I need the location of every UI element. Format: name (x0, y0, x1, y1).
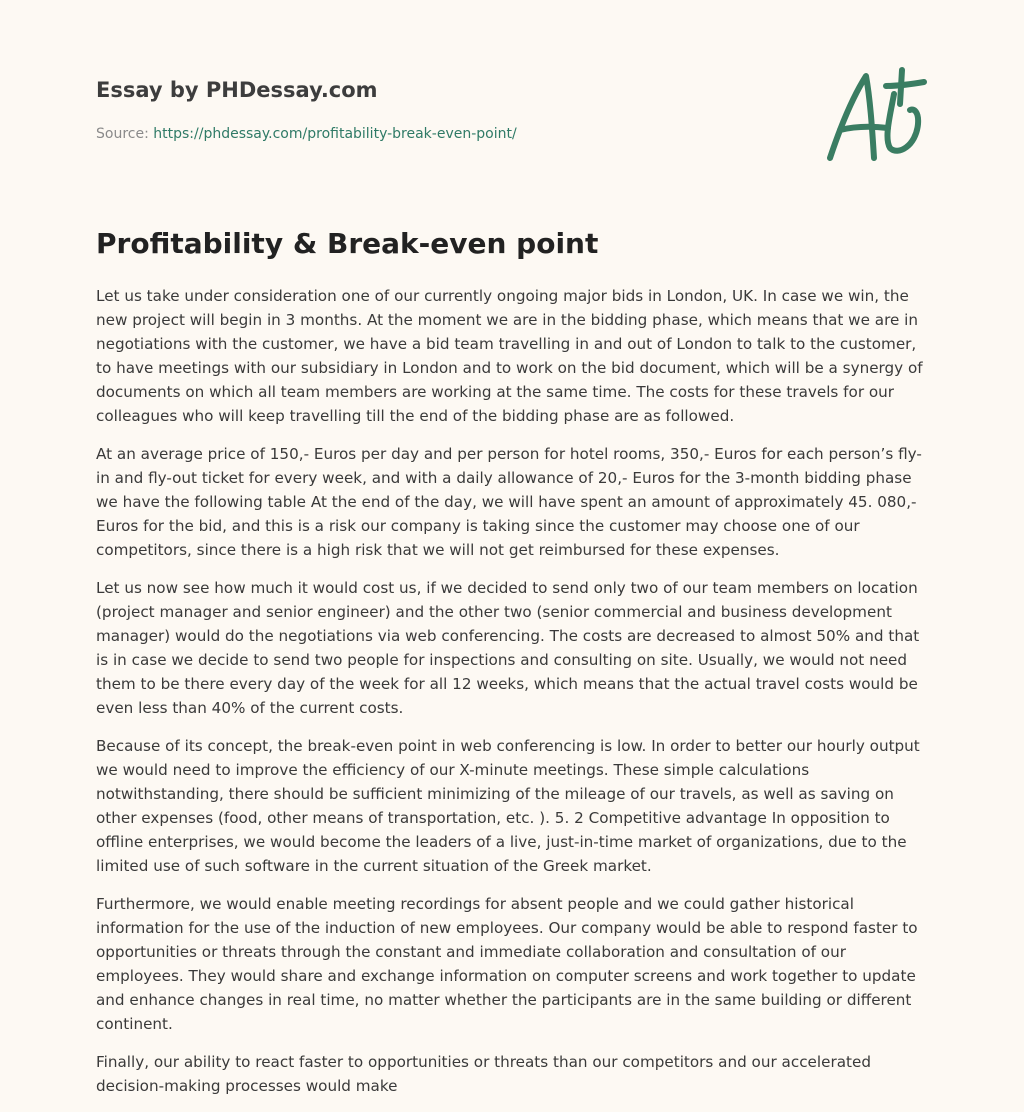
source-line (96, 124, 796, 144)
essay-paragraph: Because of its concept, the break-even point in web conferencing is low. In order to better our hourly output we would need to improve the efficiency of our X-minute meetings. These simple calculations notwithstanding, there should be sufficient minimizing of the mileage of our travels, as well as saving on other expenses (food, other means of transportation, etc. ). 5. 2 Competitive advantage In opposition to offline enterprises, we would become the leaders of a live, just-in-time market of organizations, due to the limited use of such software in the current situation of the Greek market. (96, 737, 920, 875)
a-plus-svg (818, 64, 930, 168)
essay-paragraph: Let us now see how much it would cost us, if we decided to send only two of our team members on location (project manager and senior engineer) and the other two (senior commercial and business development manager) would do the negotiations via web conferencing. The costs are decreased to almost 50% and that is in case we decide to send two people for inspections and consulting on site. Usually, we would not need them to be there every day of the week for all 12 weeks, which means that the actual travel costs would be even less than 40% of the current costs. (96, 579, 920, 717)
a-plus-grade-logo-icon (818, 64, 930, 168)
essay-body (96, 284, 930, 1112)
essay-paragraph: Finally, our ability to react faster to opportunities or threats than our competitors and our accelerated decision-making processes would make (96, 1053, 871, 1095)
site-brand: Essay by PHDessay.com (96, 78, 378, 102)
source-label: Source: (96, 126, 149, 142)
essay-paragraph: Furthermore, we would enable meeting recordings for absent people and we could gather historical information for the use of the induction of new employees. Our company would be able to respond faster to opportunities or threats through the constant and immediate collaboration and consultation of our employees. They would share and exchange information on computer screens and work together to update and enhance changes in real time, no matter whether the participants are in the same building or different continent. (96, 895, 918, 1033)
plus-horizontal-stroke (886, 82, 924, 86)
essay-title: Profitability & Break-even point (96, 227, 599, 260)
essay-paragraph: Let us take under consideration one of our currently ongoing major bids in London, UK. In case we win, the new project will begin in 3 months. At the moment we are in the bidding phase, which means that we are in negotiations with the customer, we have a bid team travelling in and out of London to talk to the customer, to have meetings with our subsidiary in London and to work on the bid document, which will be a synergy of documents on which all team members are working at the same time. The costs for these travels for our colleagues who will keep travelling till the end of the bidding phase are as followed. (96, 287, 923, 425)
a-crossbar-stroke (840, 127, 888, 130)
essay-paragraph: At an average price of 150,- Euros per day and per person for hotel rooms, 350,- Euros for each person’s fly-in and fly-out ticket for every week, and with a daily allowance of 20,- Euros for the 3-month bidding phase we have the following table At the end of the day, we will have spent an amount of approximately 45. 080,- Euros for the bid, and this is a risk our company is taking since the customer may choose one of our competitors, since there is a high risk that we will not get reimbursed for these expenses. (96, 445, 922, 559)
source-link[interactable]: https://phdessay.com/profitability-break-even-point/ (153, 126, 517, 142)
essay-header (96, 76, 796, 144)
a-letter-stroke (830, 76, 874, 158)
